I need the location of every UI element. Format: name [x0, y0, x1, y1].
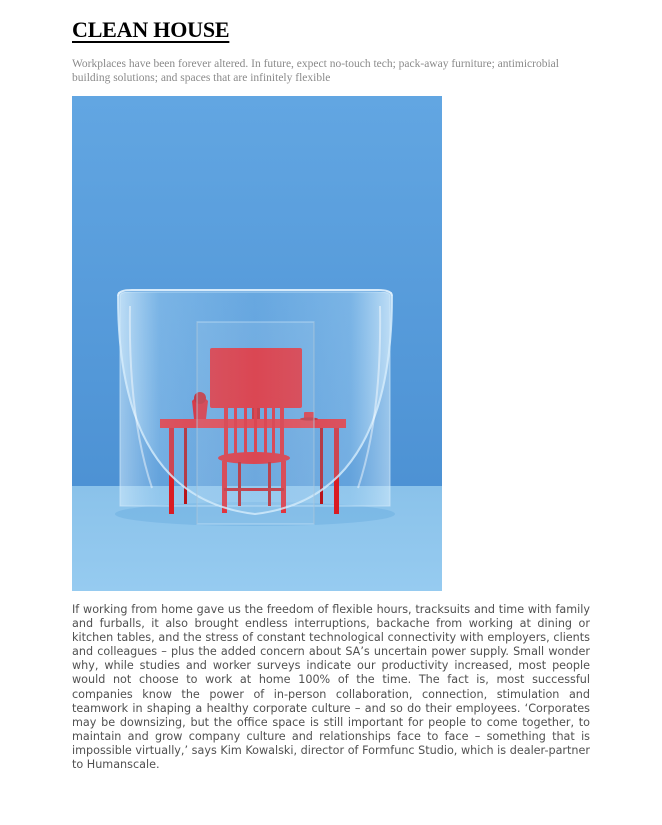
article-subtitle: Workplaces have been forever altered. In future, expect no-touch tech; pack-away furniture; antimicrobial building solutions; and spaces that are infinitely flexible — [72, 58, 559, 84]
article-title: CLEAN HOUSE — [72, 17, 230, 42]
glass-panel-door — [197, 322, 314, 524]
article-body: If working from home gave us the freedom of flexible hours, tracksuits and time with family and furballs, it also brought endless interruptions, backache from working at dining or kitchen tables, and the stress of constant technological connectivity with employers, clients and colleagues – plus the added concern about SA’s uncertain power supply. Small wonder why, while studies and worker surveys indicate our productivity increased, most people would not choose to work at home 100% of the time. The fact is, most successful companies know the power of in-person collaboration, connection, stimulation and teamwork in shaping a healthy corporate culture – and so do their employees. ‘Corporates may be downsizing, but the office space is still important for people to come together, to maintain and grow company culture and relationships face to face – something that is impossible virtually,’ says Kim Kowalski, director of Formfunc Studio, which is dealer-partner to Humanscale. — [72, 603, 590, 772]
hero-illustration — [72, 96, 442, 591]
